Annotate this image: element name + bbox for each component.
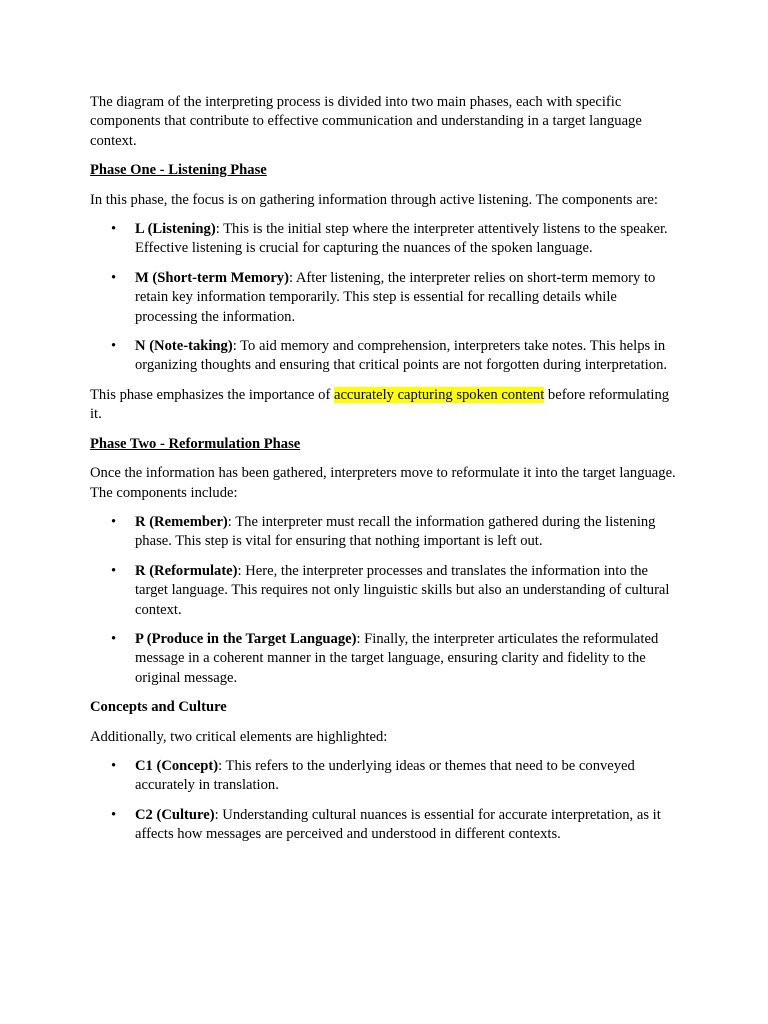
item-text: : The interpreter must recall the information gathered during the listening phase. This step is vital for ensuring that nothing important is left out. xyxy=(135,513,656,550)
document-page xyxy=(90,93,682,855)
item-term: C1 (Concept) xyxy=(135,757,219,774)
intro-paragraph: The diagram of the interpreting process is divided into two main phases, each with specific components that contribute to effective communication and understanding in a target language context. xyxy=(90,94,642,149)
list-item xyxy=(90,220,682,259)
concepts-list xyxy=(90,757,682,845)
bullet-icon: • xyxy=(111,269,117,286)
summary-text-after: before reformulating it. xyxy=(90,386,670,423)
bullet-icon: • xyxy=(111,630,117,647)
list-item xyxy=(90,630,682,688)
item-term: M (Short-term Memory) xyxy=(135,269,289,286)
phase-two-list xyxy=(90,513,682,688)
item-text: : This refers to the underlying ideas or themes that need to be conveyed accurately in translation. xyxy=(135,757,635,794)
item-text: : Here, the interpreter processes and translates the information into the target language. This requires not only linguistic skills but also an understanding of cultural context. xyxy=(135,562,670,618)
item-text: : After listening, the interpreter relies on short-term memory to retain key information temporarily. This step is essential for recalling details while processing the information. xyxy=(135,269,656,325)
phase-one-heading: Phase One - Listening Phase xyxy=(90,162,267,179)
item-term: N (Note-taking) xyxy=(135,338,233,355)
item-term: R (Reformulate) xyxy=(135,562,238,579)
item-term: L (Listening) xyxy=(135,221,216,238)
list-item xyxy=(90,337,682,376)
item-text: : This is the initial step where the interpreter attentively listens to the speaker. Effective listening is crucial for capturing the nuances of the spoken language. xyxy=(135,221,668,257)
item-text: : To aid memory and comprehension, interpreters take notes. This helps in organizing thoughts and ensuring that critical points are not forgotten during interpretation. xyxy=(135,338,668,374)
item-term: P (Produce in the Target Language) xyxy=(135,630,357,647)
item-term: C2 (Culture) xyxy=(135,806,215,823)
phase-one-summary xyxy=(90,386,682,425)
concepts-intro: Additionally, two critical elements are highlighted: xyxy=(90,728,388,745)
list-item xyxy=(90,513,682,552)
bullet-icon: • xyxy=(111,757,117,774)
phase-two-intro: Once the information has been gathered, interpreters move to reformulate it into the target language. The components include: xyxy=(90,465,676,501)
bullet-icon: • xyxy=(111,513,117,530)
bullet-icon: • xyxy=(111,221,117,238)
bullet-icon: • xyxy=(111,806,117,823)
bullet-icon: • xyxy=(111,562,117,579)
item-term: R (Remember) xyxy=(135,513,228,530)
highlighted-text: accurately capturing spoken content xyxy=(333,386,545,403)
phase-two-heading: Phase Two - Reformulation Phase xyxy=(90,435,301,452)
item-text: : Understanding cultural nuances is essential for accurate interpretation, as it affects how messages are perceived and understood in different contexts. xyxy=(135,806,661,843)
bullet-icon: • xyxy=(111,338,117,355)
phase-one-intro: In this phase, the focus is on gathering information through active listening. The components are: xyxy=(90,191,658,208)
phase-one-list xyxy=(90,220,682,376)
list-item xyxy=(90,562,682,620)
summary-text-before: This phase emphasizes the importance of xyxy=(90,386,334,403)
item-text: : Finally, the interpreter articulates the reformulated message in a coherent manner in the target language, ensuring clarity and fidelity to the original message. xyxy=(135,630,659,686)
list-item xyxy=(90,806,682,845)
concepts-heading: Concepts and Culture xyxy=(90,699,227,716)
list-item xyxy=(90,757,682,796)
list-item xyxy=(90,269,682,327)
